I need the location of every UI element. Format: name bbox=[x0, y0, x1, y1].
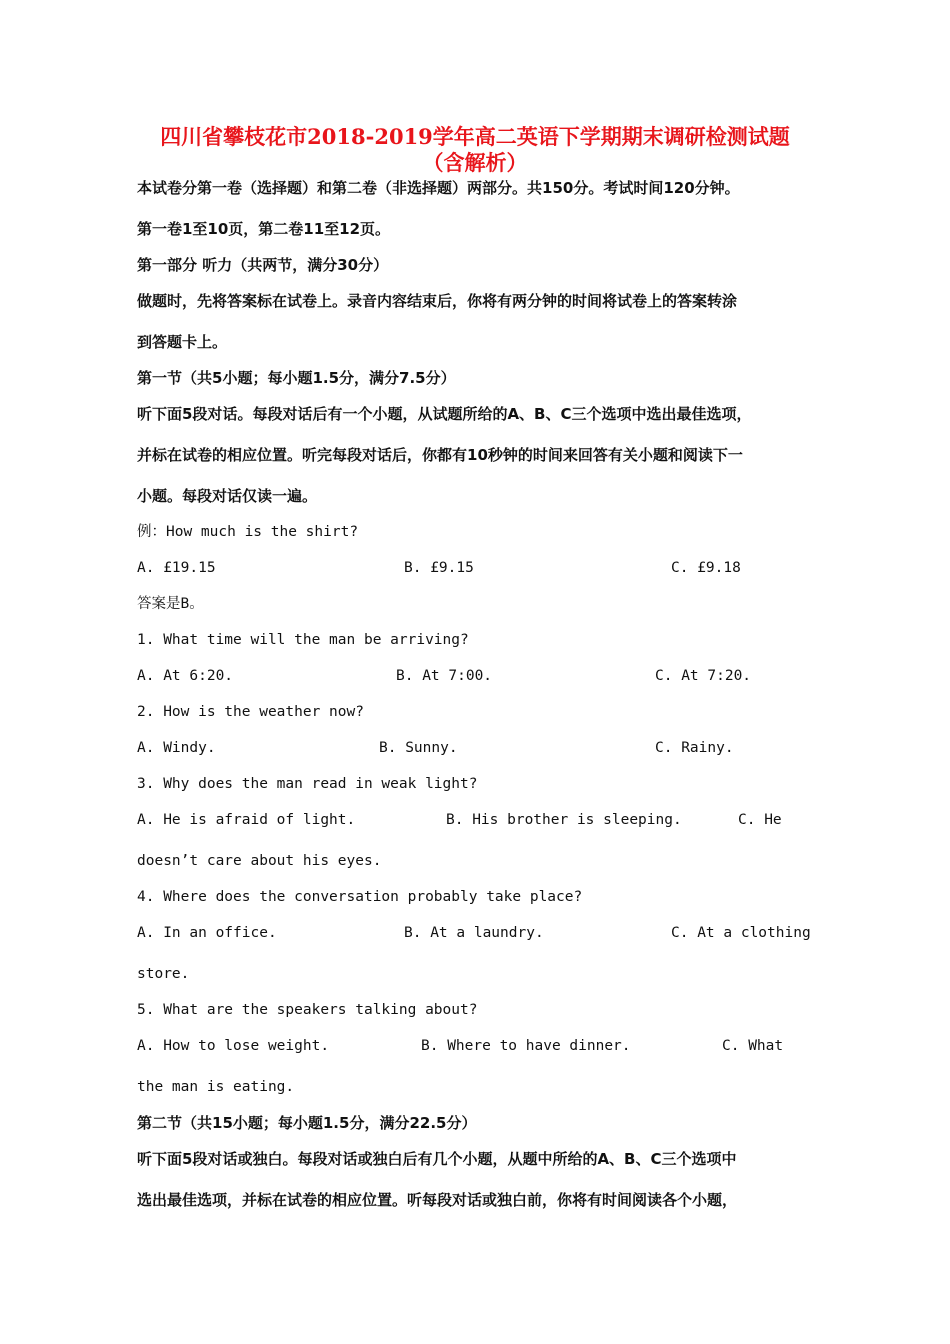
question-3: 3. Why does the man read in weak light? bbox=[137, 776, 478, 792]
question-5: 5. What are the speakers talking about? bbox=[137, 1002, 478, 1018]
q3-option-b: B. His brother is sleeping. bbox=[446, 812, 682, 828]
example-option-c: C. £9.18 bbox=[671, 560, 741, 576]
document-title: 四川省攀枝花市2018-2019学年高二英语下学期期末调研检测试题 bbox=[160, 124, 790, 149]
q3-option-c-continued: doesn’t care about his eyes. bbox=[137, 853, 382, 869]
q4-option-a: A. In an office. bbox=[137, 925, 277, 941]
example-question: 例：How much is the shirt? bbox=[137, 524, 359, 540]
part1-instructions-a: 做题时，先将答案标在试卷上。录音内容结束后，你将有两分钟的时间将试卷上的答案转涂 bbox=[137, 292, 738, 310]
q2-option-b: B. Sunny. bbox=[379, 740, 458, 756]
question-1: 1. What time will the man be arriving? bbox=[137, 632, 469, 648]
q5-option-a: A. How to lose weight. bbox=[137, 1038, 330, 1054]
q2-option-a: A. Windy. bbox=[137, 740, 216, 756]
part1-heading: 第一部分 听力（共两节，满分30分） bbox=[137, 256, 389, 274]
part1-instructions-b: 到答题卡上。 bbox=[137, 333, 228, 351]
intro-line-1: 本试卷分第一卷（选择题）和第二卷（非选择题）两部分。共150分。考试时间120分钟。 bbox=[137, 179, 740, 197]
q4-option-c: C. At a clothing bbox=[671, 925, 811, 941]
q5-option-c-continued: the man is eating. bbox=[137, 1079, 295, 1095]
section1-heading: 第一节（共5小题；每小题1.5分，满分7.5分） bbox=[137, 369, 456, 387]
q4-option-c-continued: store. bbox=[137, 966, 190, 982]
q3-option-a: A. He is afraid of light. bbox=[137, 812, 356, 828]
q5-option-c: C. What bbox=[722, 1038, 784, 1054]
q4-option-b: B. At a laundry. bbox=[404, 925, 544, 941]
section1-instructions-c: 小题。每段对话仅读一遍。 bbox=[137, 487, 318, 505]
section1-instructions-b: 并标在试卷的相应位置。听完每段对话后，你都有10秒钟的时间来回答有关小题和阅读下一 bbox=[137, 446, 743, 464]
intro-line-2: 第一卷1至10页，第二卷11至12页。 bbox=[137, 220, 391, 238]
example-answer: 答案是B。 bbox=[137, 596, 204, 612]
q1-option-a: A. At 6:20. bbox=[137, 668, 234, 684]
section2-instructions-b: 选出最佳选项，并标在试卷的相应位置。听每段对话或独白前，你将有时间阅读各个小题， bbox=[137, 1191, 738, 1209]
section2-heading: 第二节（共15小题；每小题1.5分，满分22.5分） bbox=[137, 1114, 477, 1132]
question-4: 4. Where does the conversation probably take place? bbox=[137, 889, 583, 905]
question-2: 2. How is the weather now? bbox=[137, 704, 364, 720]
section2-instructions-a: 听下面5段对话或独白。每段对话或独白后有几个小题，从题中所给的A、B、C三个选项中 bbox=[137, 1150, 737, 1168]
q2-option-c: C. Rainy. bbox=[655, 740, 734, 756]
example-option-a: A. £19.15 bbox=[137, 560, 216, 576]
section1-instructions-a: 听下面5段对话。每段对话后有一个小题，从试题所给的A、B、C三个选项中选出最佳选项， bbox=[137, 405, 752, 423]
q1-option-b: B. At 7:00. bbox=[396, 668, 493, 684]
q3-option-c: C. He bbox=[738, 812, 782, 828]
q1-option-c: C. At 7:20. bbox=[655, 668, 752, 684]
q5-option-b: B. Where to have dinner. bbox=[421, 1038, 631, 1054]
document-subtitle: （含解析） bbox=[422, 150, 528, 175]
example-option-b: B. £9.15 bbox=[404, 560, 474, 576]
